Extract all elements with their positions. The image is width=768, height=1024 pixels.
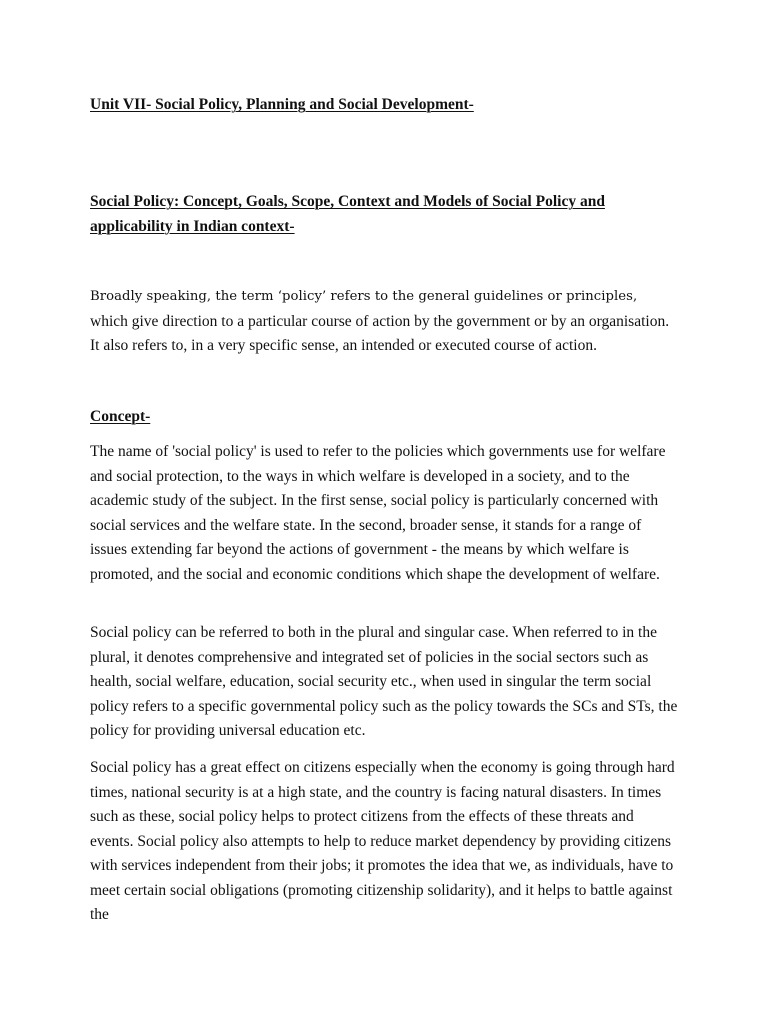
intro-paragraph (90, 285, 680, 359)
unit-title: Unit VII- Social Policy, Planning and Social Development- (90, 96, 474, 113)
intro-continuation: which give direction to a particular course of action by the government or by an organisation. It also refers to, in a very specific sense, an intended or executed course of action. (90, 312, 670, 354)
concept-paragraph-3: Social policy has a great effect on citizens especially when the economy is going through hard times, national security is at a high state, and the country is facing natural disasters. In times such as these, social policy helps to protect citizens from the effects of these threats and events. Social policy also attempts to help to reduce market dependency by providing citizens with services independent from their jobs; it promotes the idea that we, as individuals, have to meet certain social obligations (promoting citizenship solidarity), and it helps to battle against the (90, 759, 675, 923)
concept-paragraph-2: Social policy can be referred to both in the plural and singular case. When referred to in the plural, it denotes comprehensive and integrated set of policies in the social sectors such as health, social welfare, education, social security etc., when used in singular the term social policy refers to a specific governmental policy such as the policy towards the SCs and STs, the policy for providing universal education etc. (90, 624, 678, 739)
concept-heading: Concept- (90, 408, 151, 425)
concept-paragraph-1: The name of 'social policy' is used to refer to the policies which governments use for welfare and social protection, to the ways in which welfare is developed in a society, and to the academic study of the subject. In the first sense, social policy is particularly concerned with social services and the welfare state. In the second, broader sense, it stands for a range of issues extending far beyond the actions of government - the means by which welfare is promoted, and the social and economic conditions which shape the development of welfare. (90, 443, 666, 583)
intro-first-line: Broadly speaking, the term ‘policy’ refers to the general guidelines or principles, (90, 289, 638, 304)
section-title: Social Policy: Concept, Goals, Scope, Context and Models of Social Policy and applicability in Indian context- (90, 193, 605, 235)
